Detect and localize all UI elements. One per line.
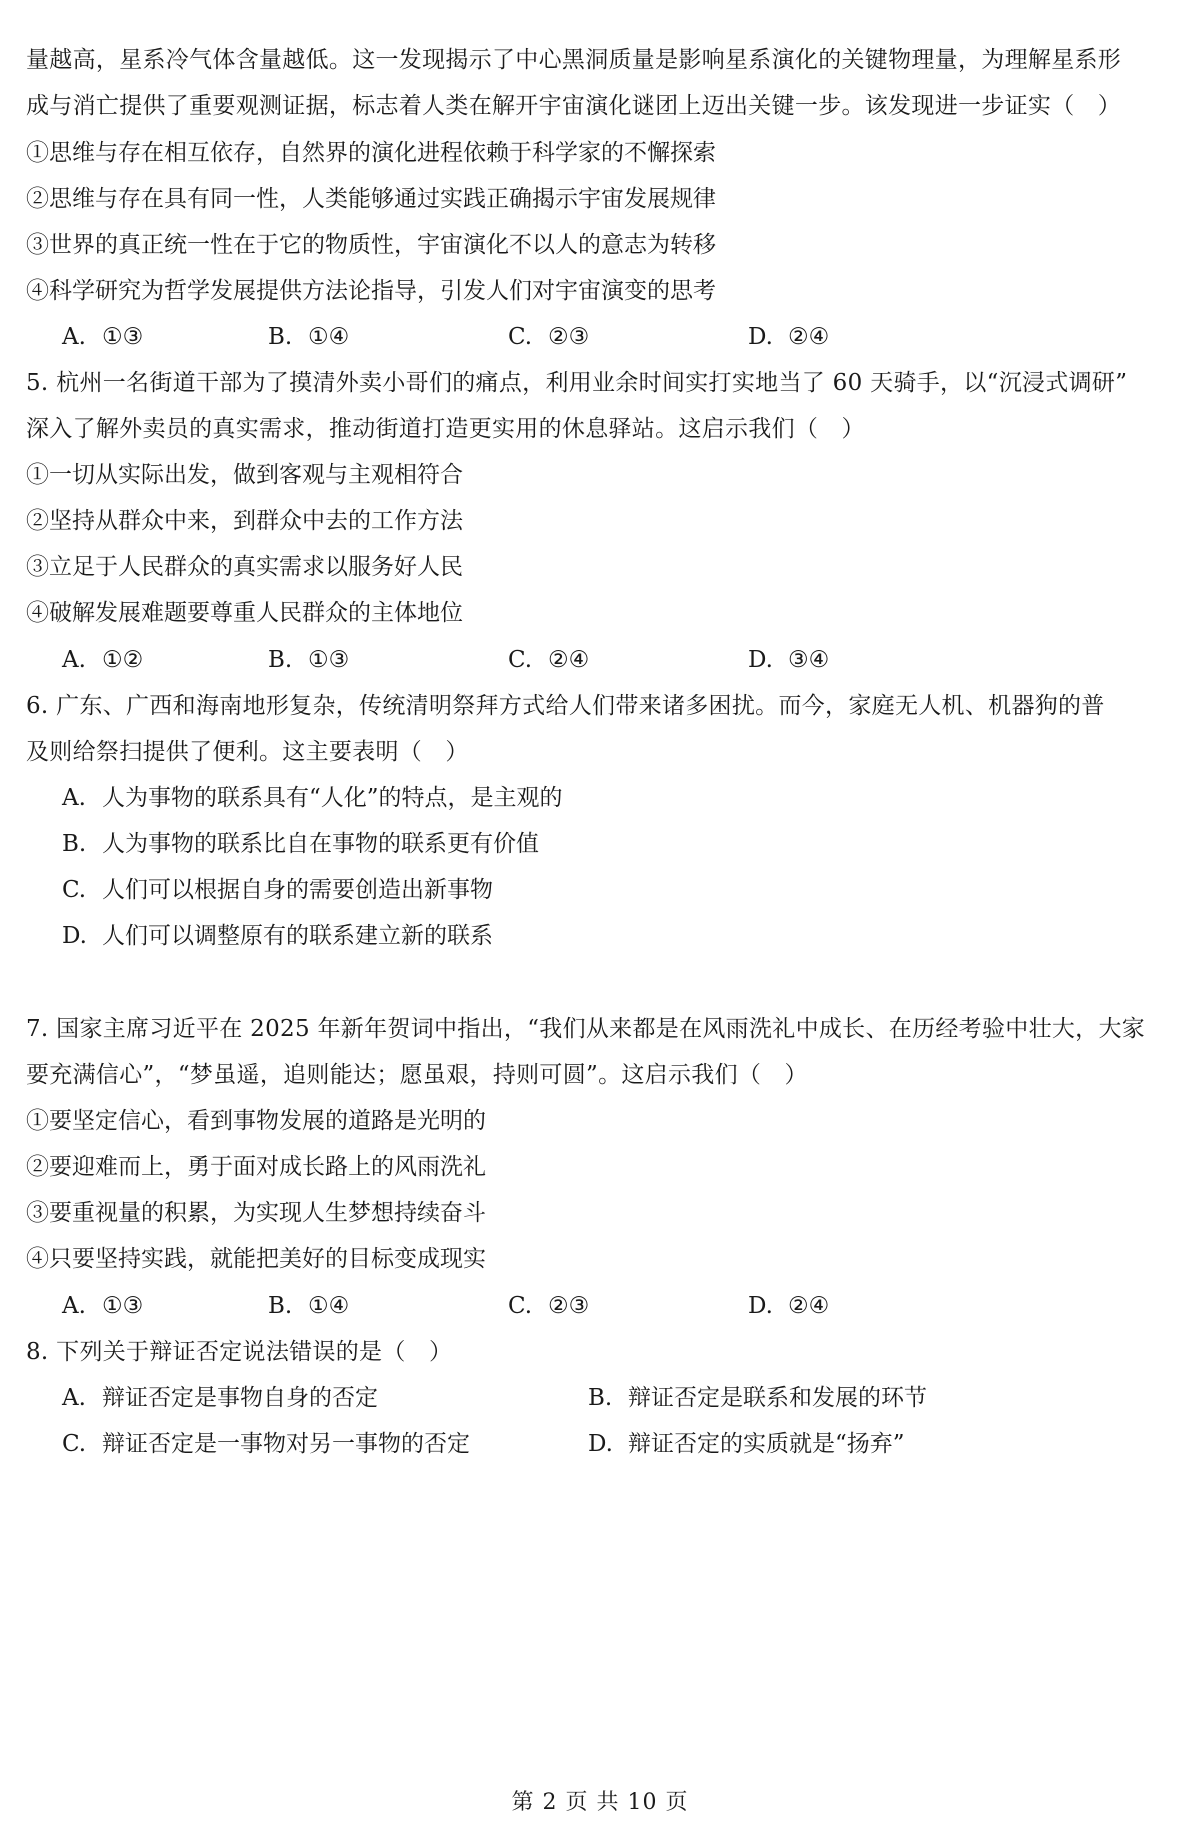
question-8-options-row-2 [0, 1428, 1200, 1460]
question-5-option-d[interactable]: D. ③④ [748, 647, 830, 673]
question-7-stem-line: 7. 国家主席习近平在 2025 年新年贺词中指出，“我们从来都是在风雨洗礼中成长、在历经考验中壮大，大家 [26, 1016, 1146, 1042]
question-5-statement: ④破解发展难题要尊重人民群众的主体地位 [26, 600, 463, 626]
question-7-option-c[interactable]: C. ②③ [508, 1293, 590, 1319]
question-5-statement: ②坚持从群众中来，到群众中去的工作方法 [26, 508, 463, 534]
question-6-option-a[interactable]: A. 人为事物的联系具有“人化”的特点，是主观的 [62, 785, 563, 811]
question-6-option-b[interactable]: B. 人为事物的联系比自在事物的联系更有价值 [62, 831, 539, 857]
question-7-option-d[interactable]: D. ②④ [748, 1293, 830, 1319]
question-4-option-a[interactable]: A. ①③ [62, 324, 144, 350]
question-6-option-d[interactable]: D. 人们可以调整原有的联系建立新的联系 [62, 923, 493, 949]
question-6-option-c[interactable]: C. 人们可以根据自身的需要创造出新事物 [62, 877, 493, 903]
question-5-statement: ③立足于人民群众的真实需求以服务好人民 [26, 554, 463, 580]
question-7-statement: ②要迎难而上，勇于面对成长路上的风雨洗礼 [26, 1154, 486, 1180]
question-4-statement: ②思维与存在具有同一性，人类能够通过实践正确揭示宇宙发展规律 [26, 186, 716, 212]
question-5-option-b[interactable]: B. ①③ [268, 647, 350, 673]
question-5-stem-line: 深入了解外卖员的真实需求，推动街道打造更实用的休息驿站。这启示我们（ ） [26, 416, 865, 442]
question-5-statement: ①一切从实际出发，做到客观与主观相符合 [26, 462, 463, 488]
page-number: 第 2 页 共 10 页 [511, 1790, 689, 1815]
question-7-options [0, 1290, 1200, 1322]
question-5-options [0, 644, 1200, 676]
question-4-statement: ④科学研究为哲学发展提供方法论指导，引发人们对宇宙演变的思考 [26, 278, 716, 304]
question-4-stem-line: 成与消亡提供了重要观测证据，标志着人类在解开宇宙演化谜团上迈出关键一步。该发现进一步证实（ ） [26, 93, 1122, 119]
question-8-option-b[interactable]: B. 辩证否定是联系和发展的环节 [588, 1385, 927, 1411]
question-7-statement: ③要重视量的积累，为实现人生梦想持续奋斗 [26, 1200, 486, 1226]
question-8-option-c[interactable]: C. 辩证否定是一事物对另一事物的否定 [62, 1431, 470, 1457]
question-4-statement: ③世界的真正统一性在于它的物质性，宇宙演化不以人的意志为转移 [26, 232, 716, 258]
question-4-option-c[interactable]: C. ②③ [508, 324, 590, 350]
question-6-stem-line: 及则给祭扫提供了便利。这主要表明（ ） [26, 739, 469, 765]
question-7-statement: ④只要坚持实践，就能把美好的目标变成现实 [26, 1246, 486, 1272]
question-4-stem-line: 量越高，星系冷气体含量越低。这一发现揭示了中心黑洞质量是影响星系演化的关键物理量，为理解星系形 [26, 47, 1122, 73]
question-4-options [0, 321, 1200, 353]
question-8-option-d[interactable]: D. 辩证否定的实质就是“扬弃” [588, 1431, 905, 1457]
question-5-option-c[interactable]: C. ②④ [508, 647, 590, 673]
question-7-statement: ①要坚定信心，看到事物发展的道路是光明的 [26, 1108, 486, 1134]
question-5-option-a[interactable]: A. ①② [62, 647, 144, 673]
question-5-stem-line: 5. 杭州一名街道干部为了摸清外卖小哥们的痛点，利用业余时间实打实地当了 60 天骑手，以“沉浸式调研” [26, 370, 1128, 396]
question-8-stem-line: 8. 下列关于辩证否定说法错误的是（ ） [26, 1339, 453, 1365]
question-7-option-a[interactable]: A. ①③ [62, 1293, 144, 1319]
question-7-option-b[interactable]: B. ①④ [268, 1293, 350, 1319]
question-4-option-b[interactable]: B. ①④ [268, 324, 350, 350]
question-6-stem-line: 6. 广东、广西和海南地形复杂，传统清明祭拜方式给人们带来诸多困扰。而今，家庭无人机、机器狗的普 [26, 693, 1105, 719]
question-7-stem-line: 要充满信心”，“梦虽遥，追则能达；愿虽艰，持则可圆”。这启示我们（ ） [26, 1062, 808, 1088]
question-8-option-a[interactable]: A. 辩证否定是事物自身的否定 [62, 1385, 378, 1411]
question-4-statement: ①思维与存在相互依存，自然界的演化进程依赖于科学家的不懈探索 [26, 140, 716, 166]
question-8-options-row-1 [0, 1382, 1200, 1414]
question-4-option-d[interactable]: D. ②④ [748, 324, 830, 350]
